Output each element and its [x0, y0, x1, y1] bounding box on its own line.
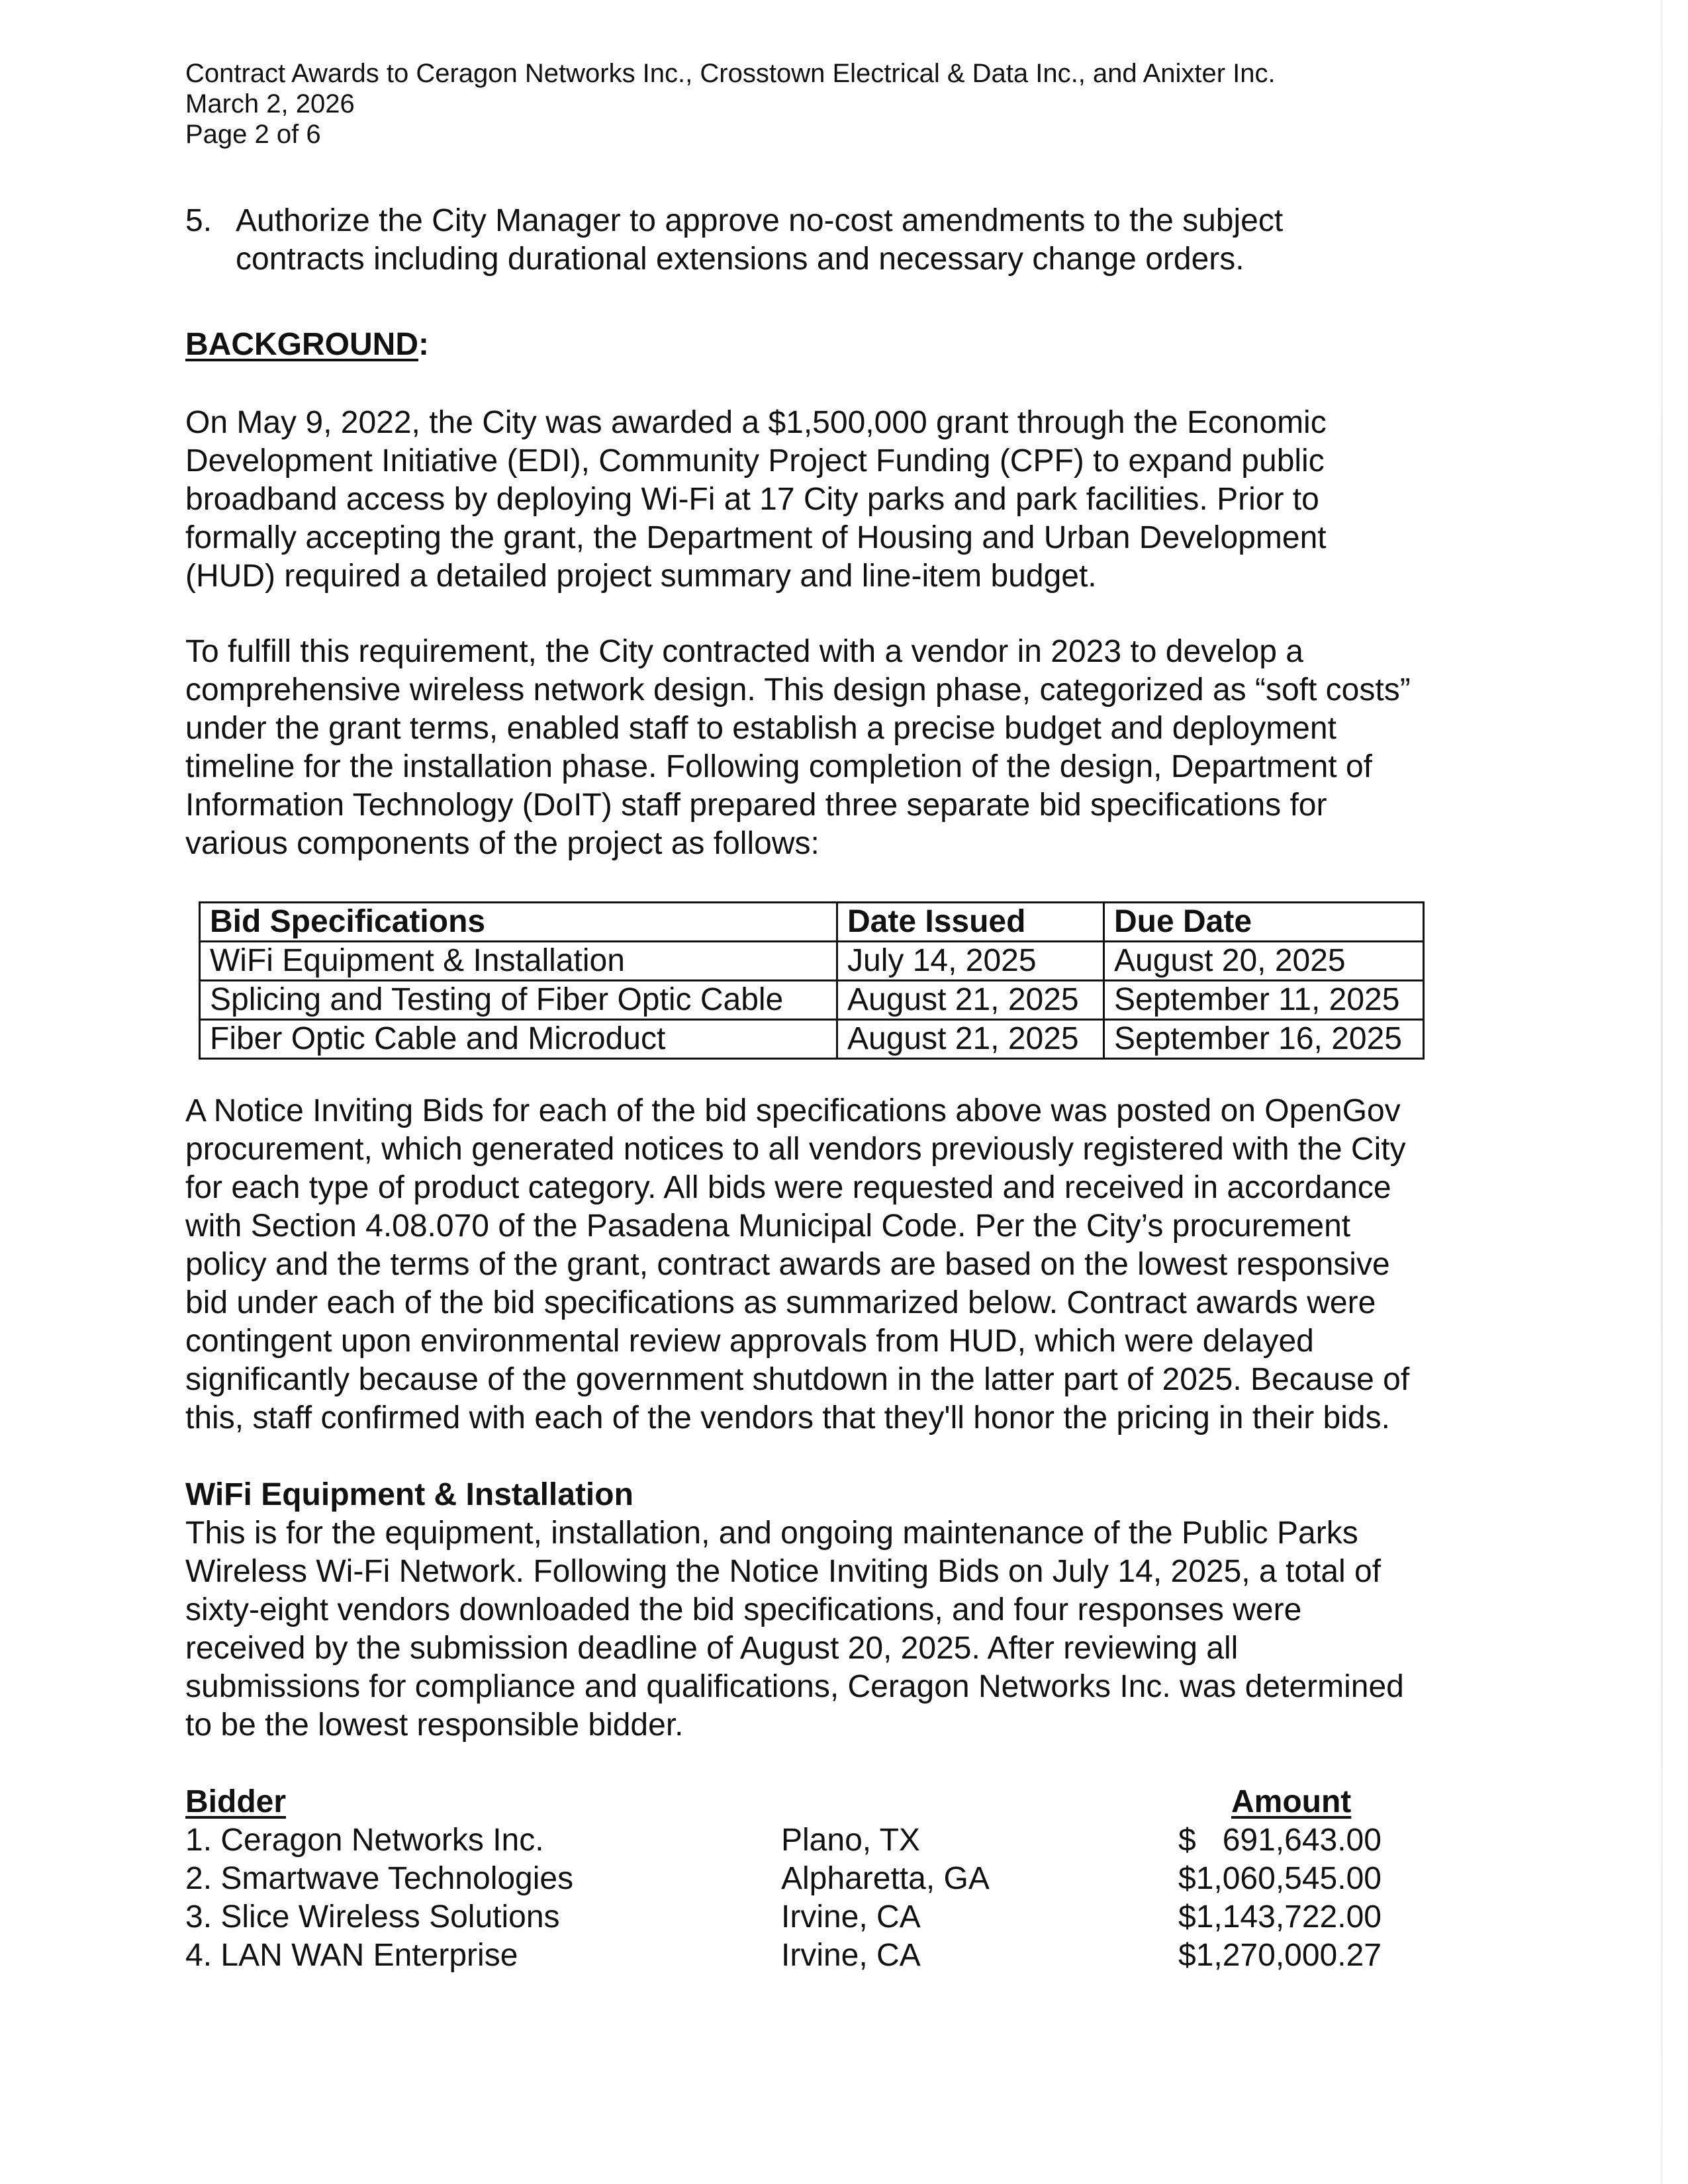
header-title: Contract Awards to Ceragon Networks Inc., Crosstown Electrical & Data Inc., and Anixter Inc. — [185, 59, 1276, 88]
bid-amount: $1,270,000.27 — [1178, 1938, 1382, 1973]
paragraph-line: A Notice Inviting Bids for each of the bid specifications above was posted on OpenGov — [185, 1093, 1401, 1128]
table-cell: WiFi Equipment & Installation — [200, 942, 837, 981]
bid-amount: $1,143,722.00 — [1178, 1899, 1382, 1934]
list-item — [185, 1936, 1410, 1975]
paragraph-line: formally accepting the grant, the Department of Housing and Urban Development — [185, 520, 1327, 555]
list-item — [185, 1898, 1410, 1936]
paragraph-line: received by the submission deadline of August 20, 2025. After reviewing all — [185, 1631, 1239, 1666]
item-text-line: contracts including durational extensions and necessary change orders. — [236, 242, 1244, 277]
bidder-location: Irvine, CA — [781, 1899, 921, 1934]
item-number: 5. — [185, 203, 212, 238]
background-heading-text: BACKGROUND — [185, 327, 418, 362]
paragraph-line: to be the lowest responsible bidder. — [185, 1707, 684, 1743]
header-date: March 2, 2026 — [185, 89, 355, 118]
paragraph-line: sixty-eight vendors downloaded the bid specifications, and four responses were — [185, 1592, 1302, 1627]
paragraph-line: On May 9, 2022, the City was awarded a $1,500,000 grant through the Economic — [185, 405, 1327, 440]
bid-specifications-table — [199, 901, 1425, 1060]
bidder-location: Alpharetta, GA — [781, 1861, 990, 1896]
column-header-due-date: Due Date — [1104, 903, 1424, 942]
background-paragraph-2 — [185, 633, 1411, 863]
wifi-section-heading: WiFi Equipment & Installation — [185, 1477, 633, 1512]
page-header — [185, 58, 1276, 150]
list-item — [185, 1860, 1410, 1898]
item-text-line: Authorize the City Manager to approve no-cost amendments to the subject — [236, 203, 1284, 238]
bid-amount: $1,060,545.00 — [1178, 1861, 1382, 1896]
paragraph-line: submissions for compliance and qualifications, Ceragon Networks Inc. was determined — [185, 1669, 1404, 1704]
paragraph-line: timeline for the installation phase. Following completion of the design, Department of — [185, 749, 1372, 784]
wifi-section-paragraph — [185, 1514, 1404, 1745]
paragraph-line: Development Initiative (EDI), Community Project Funding (CPF) to expand public — [185, 443, 1325, 478]
header-page-number: Page 2 of 6 — [185, 120, 321, 149]
amount-column-header: Amount — [1231, 1784, 1352, 1819]
column-header-date-issued: Date Issued — [837, 903, 1104, 942]
column-header-bid-specifications: Bid Specifications — [200, 903, 837, 942]
table-cell: Fiber Optic Cable and Microduct — [200, 1020, 837, 1059]
bidder-list — [185, 1783, 1410, 1981]
bidder-name: 4. LAN WAN Enterprise — [185, 1938, 518, 1973]
paragraph-line: bid under each of the bid specifications as summarized below. Contract awards were — [185, 1285, 1376, 1320]
table-header-row — [200, 903, 1424, 942]
paragraph-line: Wireless Wi-Fi Network. Following the Notice Inviting Bids on July 14, 2025, a total of — [185, 1554, 1382, 1589]
bidder-name: 3. Slice Wireless Solutions — [185, 1899, 560, 1934]
paragraph-line: significantly because of the government shutdown in the latter part of 2025. Because of — [185, 1362, 1410, 1397]
bid-amount: $ 691,643.00 — [1178, 1823, 1382, 1858]
paragraph-line: comprehensive wireless network design. This design phase, categorized as “soft costs” — [185, 672, 1411, 707]
paragraph-line: (HUD) required a detailed project summary and line-item budget. — [185, 559, 1097, 594]
list-item — [185, 1821, 1410, 1860]
table-row — [200, 942, 1424, 981]
paragraph-line: To fulfill this requirement, the City contracted with a vendor in 2023 to develop a — [185, 634, 1303, 669]
table-cell: August 20, 2025 — [1104, 942, 1424, 981]
bidder-name: 1. Ceragon Networks Inc. — [185, 1823, 544, 1858]
table-cell: August 21, 2025 — [837, 981, 1104, 1020]
paragraph-line: broadband access by deploying Wi-Fi at 17 City parks and park facilities. Prior to — [185, 482, 1319, 517]
paragraph-line: Information Technology (DoIT) staff prepared three separate bid specifications for — [185, 788, 1327, 823]
bidder-name: 2. Smartwave Technologies — [185, 1861, 574, 1896]
table-row — [200, 1020, 1424, 1059]
table-cell: Splicing and Testing of Fiber Optic Cable — [200, 981, 837, 1020]
bidder-location: Irvine, CA — [781, 1938, 921, 1973]
paragraph-line: policy and the terms of the grant, contract awards are based on the lowest responsive — [185, 1247, 1390, 1282]
table-cell: July 14, 2025 — [837, 942, 1104, 981]
background-paragraph-1 — [185, 404, 1327, 596]
paragraph-line: with Section 4.08.070 of the Pasadena Municipal Code. Per the City’s procurement — [185, 1208, 1351, 1244]
table-row — [200, 981, 1424, 1020]
notice-paragraph — [185, 1092, 1409, 1437]
scan-edge-line — [1661, 0, 1663, 2184]
background-heading — [185, 326, 429, 364]
bidder-location: Plano, TX — [781, 1823, 920, 1858]
paragraph-line: for each type of product category. All bids were requested and received in accordance — [185, 1170, 1391, 1205]
table-cell: September 16, 2025 — [1104, 1020, 1424, 1059]
background-heading-colon: : — [418, 327, 429, 362]
paragraph-line: under the grant terms, enabled staff to establish a precise budget and deployment — [185, 711, 1336, 746]
item-text — [236, 202, 1560, 279]
paragraph-line: procurement, which generated notices to all vendors previously registered with the City — [185, 1132, 1406, 1167]
table-cell: September 11, 2025 — [1104, 981, 1424, 1020]
paragraph-line: this, staff confirmed with each of the vendors that they'll honor the pricing in their bids. — [185, 1400, 1390, 1435]
paragraph-line: contingent upon environmental review approvals from HUD, which were delayed — [185, 1324, 1314, 1359]
table-cell: August 21, 2025 — [837, 1020, 1104, 1059]
bidder-column-header: Bidder — [185, 1784, 287, 1819]
paragraph-line: This is for the equipment, installation, and ongoing maintenance of the Public Parks — [185, 1516, 1358, 1551]
paragraph-line: various components of the project as follows: — [185, 826, 820, 861]
